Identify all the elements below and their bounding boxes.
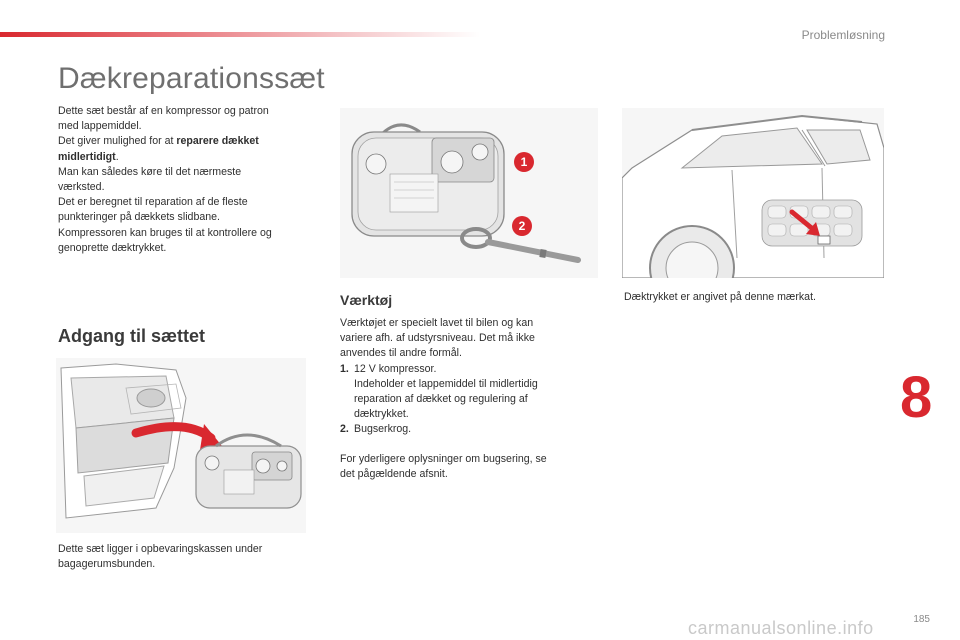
intro-line: genoprette dæktrykket. xyxy=(58,241,167,254)
header-accent-bar xyxy=(0,32,480,37)
tools-illustration xyxy=(340,108,598,278)
tools-heading: Værktøj xyxy=(340,292,393,308)
intro-line: Dette sæt består af en kompressor og patron xyxy=(58,105,269,117)
caption-line: Dette sæt ligger i opbevaringskassen under xyxy=(58,543,263,555)
list-item-line: Bugserkrog. xyxy=(354,423,412,436)
list-item-number: 2. xyxy=(340,423,349,436)
tools-note xyxy=(340,452,600,482)
trunk-illustration xyxy=(56,358,306,533)
trunk-drawing xyxy=(56,358,306,533)
tools-intro-line: Værktøjet er specielt lavet til bilen og kan xyxy=(340,317,534,329)
list-item-line: dæktrykket. xyxy=(354,408,409,421)
intro-line: med lappemiddel. xyxy=(58,120,142,133)
tools-note-line: det pågældende afsnit. xyxy=(340,468,448,481)
intro-bold-span: midlertidigt xyxy=(58,150,116,163)
access-heading: Adgang til sættet xyxy=(58,326,205,346)
intro-line xyxy=(58,150,318,165)
watermark: carmanualsonline.info xyxy=(688,618,874,638)
tools-intro-line: anvendes til andre formål. xyxy=(340,347,462,360)
caption-line: bagagerumsbunden. xyxy=(58,558,156,571)
page-number: 185 xyxy=(913,614,930,625)
intro-line: Det er beregnet til reparation af de fleste xyxy=(58,196,248,209)
car-side-illustration xyxy=(622,108,884,278)
page-title: Dækreparationssæt xyxy=(58,62,325,95)
list-item-number: 1. xyxy=(340,362,349,375)
callout-2-label: 2 xyxy=(518,219,526,233)
chapter-number: 8 xyxy=(900,365,933,430)
tools-intro-line: variere afh. af udstyrsniveau. Det må ikke xyxy=(340,332,535,345)
callout-1-label: 1 xyxy=(520,155,528,169)
pressure-caption: Dæktrykket er angivet på denne mærkat. xyxy=(624,291,816,303)
list-item-line: 12 V kompressor. xyxy=(354,362,437,375)
intro-line: Kompressoren kan bruges til at kontrollere og xyxy=(58,226,272,239)
intro-line: Man kan således køre til det nærmeste xyxy=(58,165,242,178)
access-caption xyxy=(58,542,318,572)
intro-bold-span: reparere dækket xyxy=(176,135,259,148)
tools-list-item xyxy=(340,422,600,437)
car-side-drawing xyxy=(622,108,884,278)
intro-text xyxy=(58,104,318,256)
list-item-line: Indeholder et lappemiddel til midlertidig xyxy=(354,377,538,390)
list-item-line: reparation af dækket og regulering af xyxy=(354,393,528,406)
section-name: Problemløsning xyxy=(801,28,885,42)
intro-text-span: . xyxy=(115,150,119,163)
intro-line xyxy=(58,134,318,149)
intro-line: værksted. xyxy=(58,181,105,194)
tools-note-line: For yderligere oplysninger om bugsering, se xyxy=(340,453,547,465)
tools-list xyxy=(340,362,600,438)
intro-line: punkteringer på dækkets slidbane. xyxy=(58,211,220,224)
intro-text-span: Det giver mulighed for at xyxy=(58,135,177,148)
tools-drawing xyxy=(340,108,598,278)
tools-list-item xyxy=(340,362,600,423)
tools-intro xyxy=(340,316,600,438)
